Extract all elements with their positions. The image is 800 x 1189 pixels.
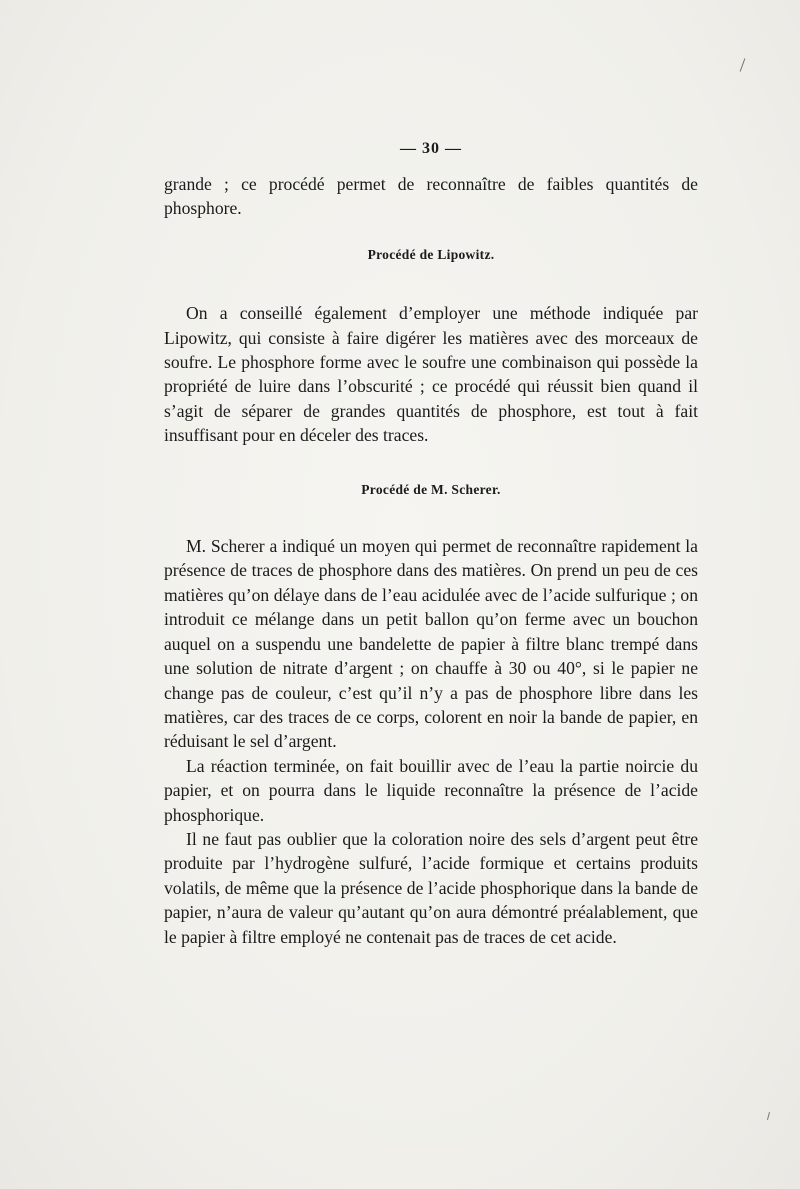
paragraph-scherer-2: La réaction terminée, on fait bouillir avec de l’eau la partie noircie du papier, et on pourra dans le liquide reconnaître la présence de l’acide phosphorique.: [164, 755, 698, 825]
section-heading-lipowitz: Procédé de Lipowitz.: [367, 246, 495, 262]
page-number: — 30 —: [400, 140, 462, 157]
margin-mark: [767, 1112, 770, 1120]
page-text: [164, 140, 698, 949]
paragraph-lipowitz: On a conseillé également d’employer une méthode indiquée par Lipowitz, qui consiste à faire digérer les matières avec des morceaux de soufre. Le phosphore forme avec le soufre une combinaison qui possède la propriété de luire dans l’obscurité ; ce procédé qui réussit bien quand il s’agit de séparer de grandes quantités de phosphore, est tout à fait insuffisant pour en déceler des traces.: [164, 303, 698, 446]
paragraph-scherer-3: Il ne faut pas oublier que la coloration noire des sels d’argent peut être produite par l’hydrogène sulfuré, l’acide formique et certains produits volatils, de même que la présence de l’acide phosphorique dans la bande de papier, n’aura de valeur qu’autant qu’on aura démontré préalablement, que le papier à filtre employé ne contenait pas de traces de cet acide.: [164, 828, 698, 947]
section-heading-scherer: Procédé de M. Scherer.: [361, 481, 501, 497]
intro-paragraph: grande ; ce procédé permet de reconnaître de faibles quantités de phosphore.: [164, 174, 698, 219]
margin-mark: [740, 58, 746, 71]
paragraph-scherer-1: M. Scherer a indiqué un moyen qui permet de reconnaître rapidement la présence de traces de phosphore dans des matières. On prend un peu de ces matières qu’on délaye dans de l’eau acidulée avec de l’acide sulfurique ; on introduit ce mélange dans un petit ballon qu’on ferme avec un bouchon auquel on a suspendu une bandelette de papier à filtre blanc trempé dans une solution de nitrate d’argent ; on chauffe à 30 ou 40°, si le papier ne change pas de couleur, c’est qu’il n’y a pas de phosphore libre dans les matières, car des traces de ce corps, colorent en noir la bande de papier, en réduisant le sel d’argent.: [164, 536, 698, 752]
